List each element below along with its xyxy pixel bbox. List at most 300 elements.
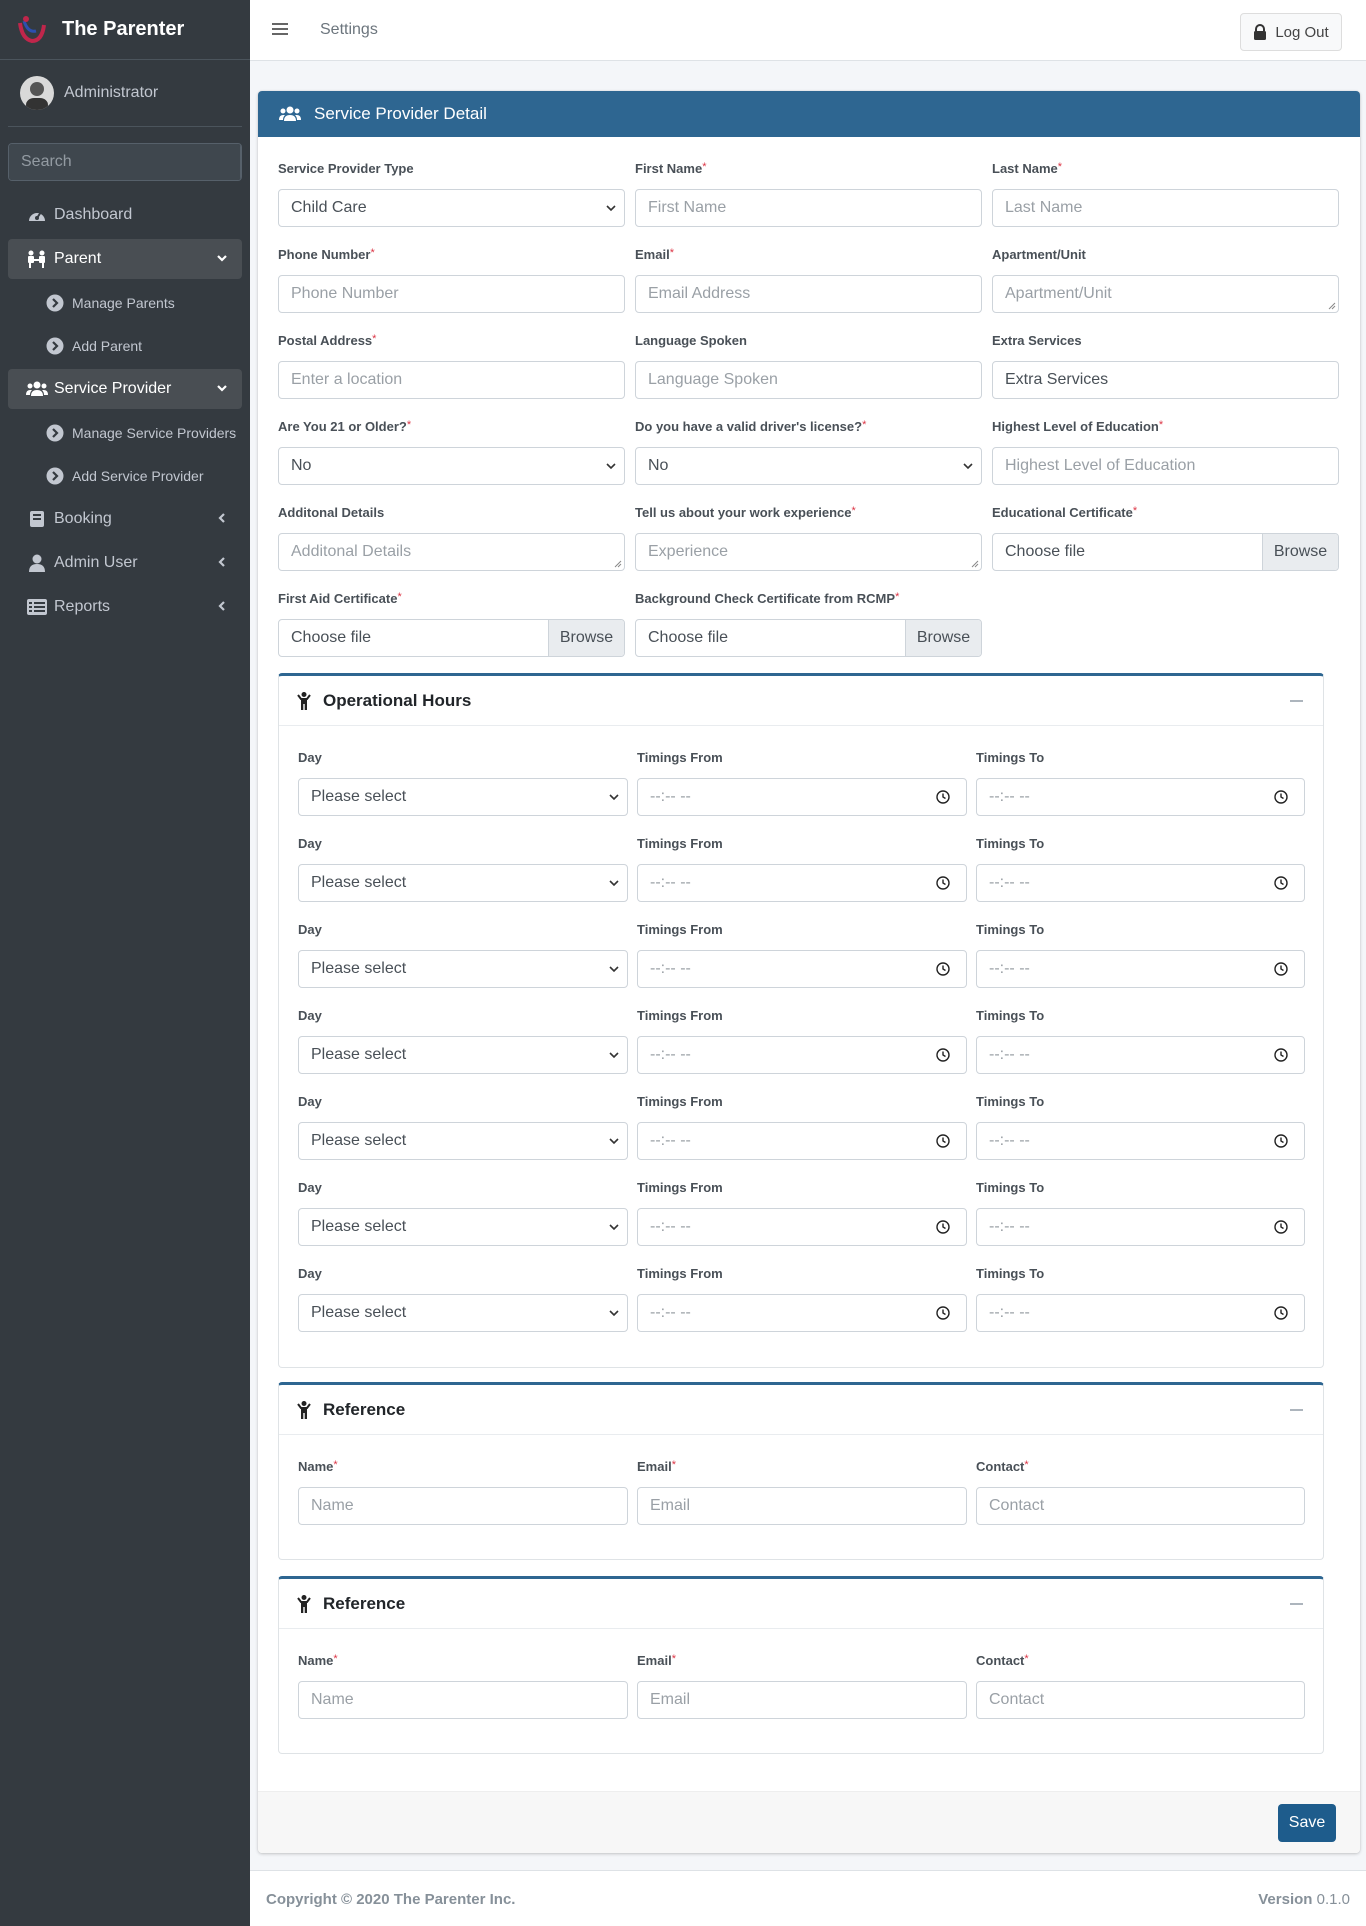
time-placeholder: --:-- -- bbox=[989, 1046, 1030, 1063]
select-value: Please select bbox=[311, 960, 407, 977]
chevron-down-icon bbox=[216, 382, 228, 394]
required-mark: * bbox=[862, 419, 867, 431]
timing-from-input[interactable] bbox=[637, 950, 967, 988]
time-placeholder: --:-- -- bbox=[989, 874, 1030, 891]
background-check-group bbox=[635, 591, 982, 657]
time-placeholder: --:-- -- bbox=[650, 1132, 691, 1149]
day-group bbox=[298, 922, 628, 988]
select-value: Please select bbox=[311, 788, 407, 805]
timing-to-group bbox=[976, 750, 1305, 816]
field-label: Timings From bbox=[637, 750, 723, 765]
field-label: Timings From bbox=[637, 1008, 723, 1023]
select-value: No bbox=[291, 457, 312, 474]
clock-icon[interactable] bbox=[1274, 1048, 1288, 1062]
field-label bbox=[992, 161, 1339, 179]
chevron-circle-right-icon bbox=[46, 467, 64, 485]
chevron-down-icon bbox=[609, 1309, 619, 1317]
reference-card bbox=[278, 1576, 1324, 1754]
select-value: Please select bbox=[311, 1304, 407, 1321]
collapse-icon[interactable] bbox=[1290, 1603, 1303, 1605]
clock-icon[interactable] bbox=[936, 1220, 950, 1234]
postal-address-field[interactable]: Enter a location bbox=[278, 361, 625, 399]
field-label: Timings To bbox=[976, 750, 1045, 765]
user-panel[interactable] bbox=[8, 60, 242, 127]
sidebar-item-label: Parent bbox=[54, 250, 102, 267]
label-text: Email bbox=[637, 1459, 672, 1474]
license-select[interactable] bbox=[635, 447, 982, 485]
required-mark: * bbox=[406, 419, 412, 431]
field-label: Timings To bbox=[976, 1180, 1045, 1195]
field-label bbox=[992, 419, 1339, 437]
timing-from-group bbox=[637, 922, 967, 988]
day-group bbox=[298, 1266, 628, 1332]
day-select[interactable] bbox=[298, 778, 628, 816]
day-group bbox=[298, 750, 628, 816]
clock-icon[interactable] bbox=[1274, 962, 1288, 976]
apartment-group bbox=[992, 247, 1339, 313]
sidebar-subitem-label: Add Parent bbox=[72, 338, 143, 354]
time-placeholder: --:-- -- bbox=[650, 1046, 691, 1063]
first-aid-file-input[interactable] bbox=[278, 619, 625, 657]
sidebar-subitem-label: Manage Service Providers bbox=[72, 425, 237, 441]
label-text: First Name bbox=[635, 161, 703, 176]
reference-email-field[interactable]: Email bbox=[637, 1487, 967, 1525]
clock-icon[interactable] bbox=[936, 1048, 950, 1062]
brand-logo-icon bbox=[14, 13, 48, 47]
extra-services-field[interactable]: Extra Services bbox=[992, 361, 1339, 399]
brand[interactable] bbox=[0, 0, 250, 60]
label-text: First Aid Certificate bbox=[278, 591, 398, 606]
clock-icon[interactable] bbox=[936, 1134, 950, 1148]
child-icon bbox=[297, 1595, 311, 1613]
time-placeholder: --:-- -- bbox=[650, 1304, 691, 1321]
parents-icon bbox=[26, 250, 48, 268]
required-mark: * bbox=[671, 1459, 676, 1471]
required-mark: * bbox=[1158, 419, 1164, 431]
top-navbar bbox=[250, 0, 1366, 61]
tachometer-icon bbox=[27, 207, 47, 223]
day-select[interactable] bbox=[298, 864, 628, 902]
avatar bbox=[20, 76, 54, 110]
field-label bbox=[635, 247, 982, 265]
sidebar-subitem-label: Add Service Provider bbox=[72, 468, 204, 484]
sidebar-item-booking[interactable] bbox=[8, 499, 242, 539]
reference-card bbox=[278, 1382, 1324, 1560]
chevron-down-icon bbox=[609, 879, 619, 887]
timing-to-group bbox=[976, 1008, 1305, 1074]
timing-to-input[interactable] bbox=[976, 950, 1305, 988]
chevron-left-icon bbox=[216, 600, 228, 612]
reference-name-group bbox=[298, 1653, 628, 1719]
reference-contact-group bbox=[976, 1459, 1305, 1525]
timing-from-group bbox=[637, 1180, 967, 1246]
clock-icon[interactable] bbox=[936, 790, 950, 804]
field-label: Day bbox=[298, 922, 322, 937]
required-mark: * bbox=[895, 591, 900, 603]
logout-label: Log Out bbox=[1275, 23, 1329, 41]
reference-email-group bbox=[637, 1459, 967, 1525]
select-value: Please select bbox=[311, 874, 407, 891]
timing-from-input[interactable] bbox=[637, 1036, 967, 1074]
additional-group bbox=[278, 505, 625, 571]
breadcrumb[interactable]: Settings bbox=[320, 21, 378, 38]
book-icon bbox=[29, 510, 45, 528]
reference-contact-field[interactable]: Contact bbox=[976, 1487, 1305, 1525]
timing-to-input[interactable] bbox=[976, 1036, 1305, 1074]
label-text: Contact bbox=[976, 1459, 1025, 1474]
search-icon bbox=[241, 155, 242, 170]
timing-to-group bbox=[976, 1180, 1305, 1246]
sidebar-item-admin-user[interactable] bbox=[8, 543, 242, 583]
time-placeholder: --:-- -- bbox=[650, 788, 691, 805]
users-icon bbox=[26, 381, 48, 397]
additional-textarea[interactable] bbox=[278, 533, 625, 571]
day-select[interactable] bbox=[298, 1036, 628, 1074]
experience-group bbox=[635, 505, 982, 571]
background-check-file-input[interactable] bbox=[635, 619, 982, 657]
timing-from-input[interactable] bbox=[637, 778, 967, 816]
select-value: Please select bbox=[311, 1218, 407, 1235]
label-text: Name bbox=[298, 1653, 334, 1668]
age21-group bbox=[278, 419, 625, 485]
label-text: Educational Certificate bbox=[992, 505, 1133, 520]
reference-contact-group bbox=[976, 1653, 1305, 1719]
search-input[interactable] bbox=[9, 144, 240, 180]
reference-email-group bbox=[637, 1653, 967, 1719]
sidebar-item-add-parent[interactable] bbox=[8, 326, 242, 366]
last-name-field[interactable]: Last Name bbox=[992, 189, 1339, 227]
required-mark: * bbox=[851, 505, 856, 517]
chevron-circle-right-icon bbox=[46, 294, 64, 312]
edu-cert-file-input[interactable] bbox=[992, 533, 1339, 571]
hamburger-menu-icon[interactable] bbox=[272, 22, 288, 36]
version-number: 0.1.0 bbox=[1316, 1891, 1350, 1908]
chevron-down-icon bbox=[216, 252, 228, 264]
collapse-icon[interactable] bbox=[1290, 700, 1303, 702]
timing-to-input[interactable] bbox=[976, 1208, 1305, 1246]
chevron-left-icon bbox=[216, 556, 228, 568]
postal-group bbox=[278, 333, 625, 399]
label-text: Do you have a valid driver's license? bbox=[635, 419, 863, 434]
reference-name-group bbox=[298, 1459, 628, 1525]
section-title: Operational Hours bbox=[323, 690, 472, 710]
placeholder-text: Additonal Details bbox=[291, 543, 412, 560]
reference-header bbox=[279, 1579, 1323, 1629]
select-value: No bbox=[648, 457, 669, 474]
timing-from-group bbox=[637, 836, 967, 902]
field-label bbox=[278, 247, 625, 265]
field-label: Timings To bbox=[976, 1008, 1045, 1023]
resize-handle-icon[interactable] bbox=[971, 560, 979, 568]
license-group bbox=[635, 419, 982, 485]
required-mark: * bbox=[333, 1459, 338, 1471]
first-name-group bbox=[635, 161, 982, 227]
apartment-textarea[interactable] bbox=[992, 275, 1339, 313]
clock-icon[interactable] bbox=[1274, 790, 1288, 804]
user-name: Administrator bbox=[64, 84, 159, 101]
operational-hours-header bbox=[279, 676, 1323, 726]
field-label bbox=[635, 419, 982, 437]
child-icon bbox=[297, 692, 311, 710]
field-label: Timings To bbox=[976, 922, 1045, 937]
chevron-down-icon bbox=[606, 204, 616, 212]
logout-button[interactable] bbox=[1240, 13, 1342, 51]
reference-header bbox=[279, 1385, 1323, 1435]
required-mark: * bbox=[671, 1653, 676, 1665]
chevron-down-icon bbox=[609, 965, 619, 973]
section-title: Reference bbox=[323, 1593, 406, 1613]
label-text: Last Name bbox=[992, 161, 1058, 176]
experience-textarea[interactable] bbox=[635, 533, 982, 571]
phone-field[interactable]: Phone Number bbox=[278, 275, 625, 313]
field-label bbox=[637, 1459, 967, 1477]
required-mark: * bbox=[1057, 161, 1063, 173]
field-label: Timings From bbox=[637, 1180, 723, 1195]
field-label: Timings From bbox=[637, 836, 723, 851]
field-label: Day bbox=[298, 1180, 322, 1195]
version-label: Version bbox=[1258, 1891, 1313, 1908]
time-placeholder: --:-- -- bbox=[989, 1304, 1030, 1321]
collapse-icon[interactable] bbox=[1290, 1409, 1303, 1411]
day-group bbox=[298, 1094, 628, 1160]
field-label: Day bbox=[298, 1094, 322, 1109]
sidebar-item-label: Service Provider bbox=[54, 380, 172, 397]
field-label: Timings To bbox=[976, 836, 1045, 851]
day-select[interactable] bbox=[298, 950, 628, 988]
browse-button[interactable]: Browse bbox=[905, 620, 981, 656]
field-label: Timings To bbox=[976, 1266, 1045, 1281]
clock-icon[interactable] bbox=[936, 876, 950, 890]
field-label bbox=[278, 591, 625, 609]
copyright: Copyright © 2020 The Parenter Inc. bbox=[266, 1891, 516, 1908]
timing-from-group bbox=[637, 1008, 967, 1074]
file-name: Choose file bbox=[648, 629, 729, 646]
email-group bbox=[635, 247, 982, 313]
timing-to-group bbox=[976, 922, 1305, 988]
chevron-down-icon bbox=[609, 1223, 619, 1231]
time-placeholder: --:-- -- bbox=[650, 960, 691, 977]
required-mark: * bbox=[702, 161, 707, 173]
section-title: Reference bbox=[323, 1399, 406, 1419]
sidebar-item-parent[interactable] bbox=[8, 239, 242, 279]
chevron-down-icon bbox=[609, 1137, 619, 1145]
reference-name-field[interactable]: Name bbox=[298, 1681, 628, 1719]
timing-to-input[interactable] bbox=[976, 864, 1305, 902]
page-footer bbox=[250, 1870, 1366, 1926]
field-label bbox=[298, 1653, 628, 1671]
reference-contact-field[interactable]: Contact bbox=[976, 1681, 1305, 1719]
card-header bbox=[258, 91, 1360, 137]
chevron-down-icon bbox=[609, 793, 619, 801]
field-label bbox=[976, 1653, 1305, 1671]
timing-from-group bbox=[637, 1094, 967, 1160]
last-name-group bbox=[992, 161, 1339, 227]
save-button[interactable]: Save bbox=[1278, 1804, 1336, 1842]
select-value: Please select bbox=[311, 1132, 407, 1149]
label-text: Background Check Certificate from RCMP bbox=[635, 591, 896, 606]
field-label: Day bbox=[298, 836, 322, 851]
reference-name-field[interactable]: Name bbox=[298, 1487, 628, 1525]
clock-icon[interactable] bbox=[1274, 1306, 1288, 1320]
required-mark: * bbox=[1132, 505, 1138, 517]
education-field[interactable]: Highest Level of Education bbox=[992, 447, 1339, 485]
education-group bbox=[992, 419, 1339, 485]
sidebar-item-dashboard[interactable] bbox=[8, 195, 242, 235]
label-text: Email bbox=[635, 247, 670, 262]
field-label: Timings From bbox=[637, 1094, 723, 1109]
resize-handle-icon[interactable] bbox=[614, 560, 622, 568]
time-placeholder: --:-- -- bbox=[989, 1132, 1030, 1149]
required-mark: * bbox=[669, 247, 674, 259]
sidebar-item-label: Booking bbox=[54, 510, 112, 527]
field-label bbox=[278, 419, 625, 437]
reference-email-field[interactable]: Email bbox=[637, 1681, 967, 1719]
label-text: Name bbox=[298, 1459, 334, 1474]
required-mark: * bbox=[1024, 1653, 1029, 1665]
field-label bbox=[278, 333, 625, 351]
time-placeholder: --:-- -- bbox=[989, 960, 1030, 977]
child-icon bbox=[297, 1401, 311, 1419]
sidebar-subitem-label: Manage Parents bbox=[72, 295, 175, 311]
lock-icon bbox=[1253, 24, 1267, 40]
clock-icon[interactable] bbox=[936, 1306, 950, 1320]
required-mark: * bbox=[370, 247, 375, 259]
timing-to-input[interactable] bbox=[976, 1294, 1305, 1332]
sidebar-item-label: Reports bbox=[54, 598, 111, 615]
chevron-down-icon bbox=[609, 1051, 619, 1059]
field-label: Day bbox=[298, 1008, 322, 1023]
sidebar-item-manage-parents[interactable] bbox=[8, 283, 242, 323]
required-mark: * bbox=[333, 1653, 338, 1665]
time-placeholder: --:-- -- bbox=[989, 788, 1030, 805]
chevron-circle-right-icon bbox=[46, 424, 64, 442]
sidebar-item-label: Admin User bbox=[54, 554, 138, 571]
resize-handle-icon[interactable] bbox=[1328, 302, 1336, 310]
card-title: Service Provider Detail bbox=[314, 104, 487, 123]
chevron-circle-right-icon bbox=[46, 337, 64, 355]
timing-from-input[interactable] bbox=[637, 1208, 967, 1246]
field-label bbox=[635, 161, 982, 179]
time-placeholder: --:-- -- bbox=[650, 874, 691, 891]
phone-group bbox=[278, 247, 625, 313]
placeholder-text: Apartment/Unit bbox=[1005, 285, 1112, 302]
version bbox=[1258, 1891, 1350, 1908]
label-text: Tell us about your work experience bbox=[635, 505, 852, 520]
day-select[interactable] bbox=[298, 1122, 628, 1160]
extra-services-group bbox=[992, 333, 1339, 399]
chevron-down-icon bbox=[606, 462, 616, 470]
field-label bbox=[976, 1459, 1305, 1477]
field-label bbox=[298, 1459, 628, 1477]
service-provider-card bbox=[258, 91, 1360, 1853]
timing-from-group bbox=[637, 750, 967, 816]
label-text: Highest Level of Education bbox=[992, 419, 1159, 434]
clock-icon[interactable] bbox=[936, 962, 950, 976]
field-label: Timings From bbox=[637, 1266, 723, 1281]
list-icon bbox=[27, 599, 47, 615]
timing-to-input[interactable] bbox=[976, 778, 1305, 816]
field-label: Language Spoken bbox=[635, 333, 747, 348]
sidebar-item-label: Dashboard bbox=[54, 206, 133, 223]
timing-to-group bbox=[976, 1266, 1305, 1332]
day-group bbox=[298, 1180, 628, 1246]
day-group bbox=[298, 1008, 628, 1074]
sidebar bbox=[0, 0, 250, 1926]
sidebar-item-manage-service-providers[interactable] bbox=[8, 413, 242, 453]
label-text: Postal Address bbox=[278, 333, 373, 348]
email-field[interactable]: Email Address bbox=[635, 275, 982, 313]
field-label bbox=[635, 591, 982, 609]
time-placeholder: --:-- -- bbox=[650, 1218, 691, 1235]
search-button[interactable] bbox=[240, 144, 242, 180]
users-icon bbox=[278, 106, 302, 122]
field-label: Day bbox=[298, 750, 322, 765]
field-label: Timings From bbox=[637, 922, 723, 937]
field-label: Service Provider Type bbox=[278, 161, 414, 176]
brand-name: The Parenter bbox=[62, 18, 185, 40]
time-placeholder: --:-- -- bbox=[989, 1218, 1030, 1235]
label-text: Contact bbox=[976, 1653, 1025, 1668]
required-mark: * bbox=[372, 333, 377, 345]
label-text: Are You 21 or Older? bbox=[278, 419, 407, 434]
sidebar-nav bbox=[0, 195, 250, 627]
browse-button[interactable]: Browse bbox=[1262, 534, 1338, 570]
sidebar-search bbox=[8, 143, 242, 181]
clock-icon[interactable] bbox=[1274, 876, 1288, 890]
chevron-left-icon bbox=[216, 512, 228, 524]
field-label: Extra Services bbox=[992, 333, 1082, 348]
sidebar-item-reports[interactable] bbox=[8, 587, 242, 627]
select-value: Child Care bbox=[291, 199, 367, 216]
operational-hours-card bbox=[278, 673, 1324, 1368]
field-label: Apartment/Unit bbox=[992, 247, 1086, 262]
timing-from-group bbox=[637, 1266, 967, 1332]
provider-type-group bbox=[278, 161, 625, 227]
label-text: Phone Number bbox=[278, 247, 371, 262]
required-mark: * bbox=[1024, 1459, 1029, 1471]
select-value: Please select bbox=[311, 1046, 407, 1063]
timing-from-input[interactable] bbox=[637, 864, 967, 902]
day-select[interactable] bbox=[298, 1294, 628, 1332]
file-name: Choose file bbox=[291, 629, 372, 646]
age21-select[interactable] bbox=[278, 447, 625, 485]
chevron-down-icon bbox=[963, 462, 973, 470]
label-text: Email bbox=[637, 1653, 672, 1668]
language-field[interactable]: Language Spoken bbox=[635, 361, 982, 399]
timing-from-input[interactable] bbox=[637, 1122, 967, 1160]
day-select[interactable] bbox=[298, 1208, 628, 1246]
placeholder-text: Experience bbox=[648, 543, 729, 560]
field-label: Day bbox=[298, 1266, 322, 1281]
sidebar-item-service-provider[interactable] bbox=[8, 369, 242, 409]
clock-icon[interactable] bbox=[1274, 1220, 1288, 1234]
timing-to-input[interactable] bbox=[976, 1122, 1305, 1160]
browse-button[interactable]: Browse bbox=[548, 620, 624, 656]
first-name-field[interactable]: First Name bbox=[635, 189, 982, 227]
field-label bbox=[992, 505, 1339, 523]
timing-to-group bbox=[976, 1094, 1305, 1160]
file-name: Choose file bbox=[1005, 543, 1086, 560]
first-aid-group bbox=[278, 591, 625, 657]
provider-type-select[interactable] bbox=[278, 189, 625, 227]
field-label bbox=[637, 1653, 967, 1671]
sidebar-item-add-service-provider[interactable] bbox=[8, 456, 242, 496]
card-footer bbox=[258, 1791, 1360, 1853]
required-mark: * bbox=[397, 591, 402, 603]
timing-from-input[interactable] bbox=[637, 1294, 967, 1332]
user-icon bbox=[29, 554, 45, 572]
clock-icon[interactable] bbox=[1274, 1134, 1288, 1148]
